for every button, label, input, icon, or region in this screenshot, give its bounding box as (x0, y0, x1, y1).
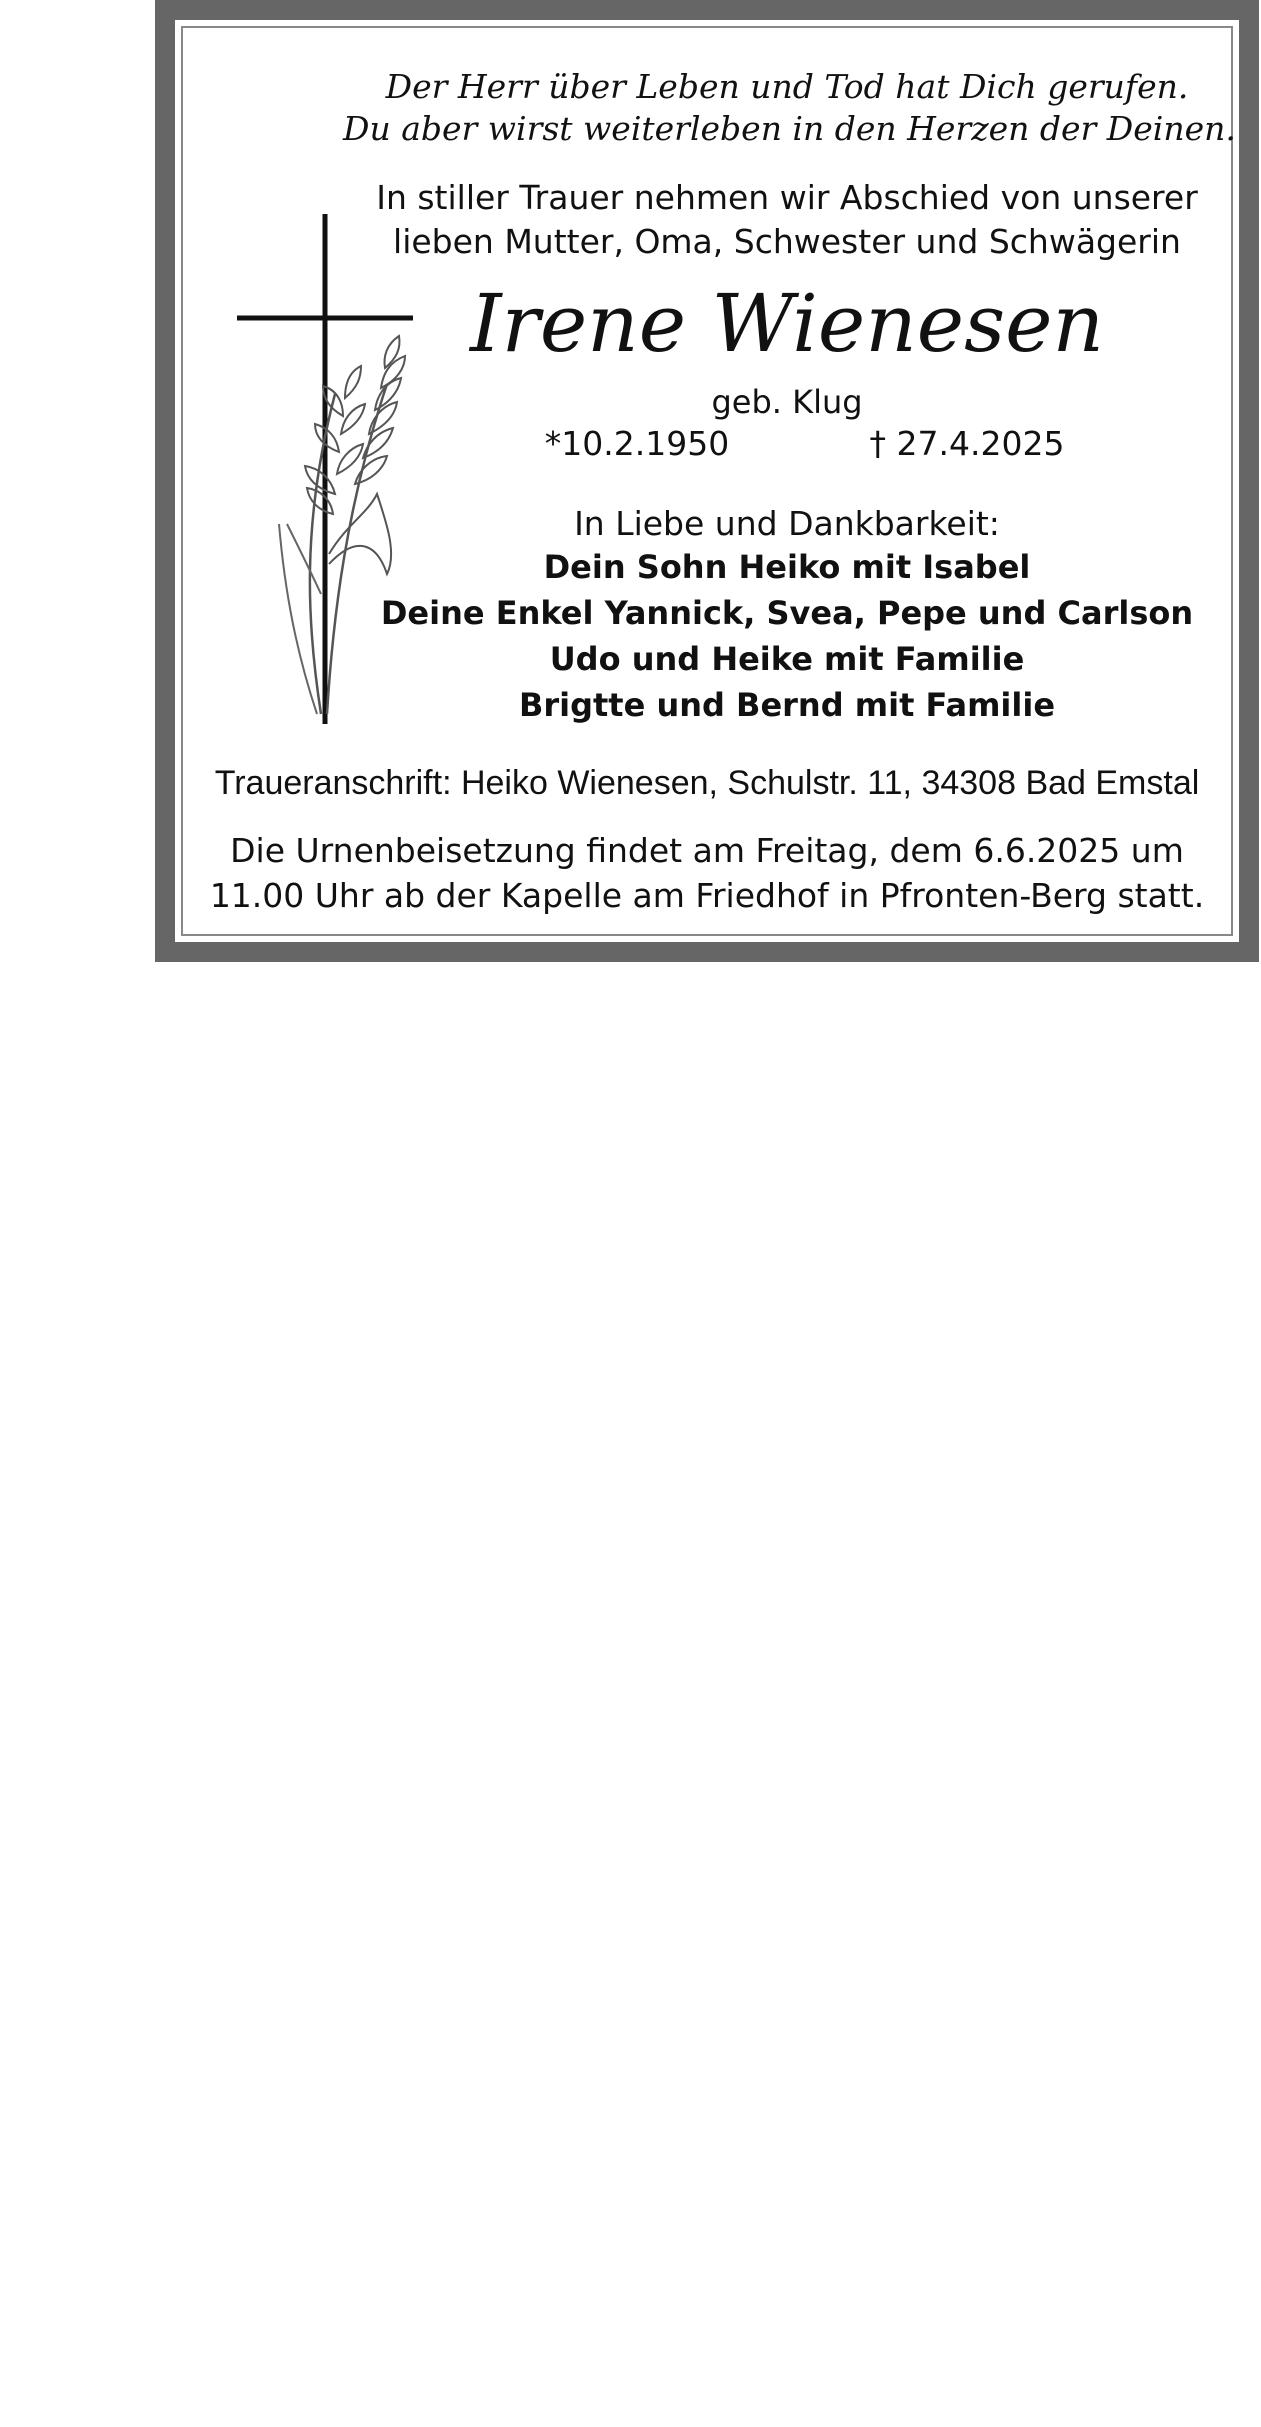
intro-line-1: In stiller Trauer nehmen wir Abschied von unserer (376, 178, 1198, 217)
mourning-address: Traueranschrift: Heiko Wienesen, Schulstr. 11, 34308 Bad Emstal (214, 764, 1200, 802)
mourner-line-3: Udo und Heike mit Familie (549, 640, 1025, 678)
mourner-line-4: Brigtte und Bernd mit Familie (518, 686, 1056, 724)
obituary-notice (155, 0, 1259, 962)
burial-line-1: Die Urnenbeisetzung findet am Freitag, dem 6.6.2025 um (230, 831, 1184, 870)
maiden-name: geb. Klug (711, 383, 863, 421)
mourner-line-1: Dein Sohn Heiko mit Isabel (543, 548, 1031, 586)
inner-border (181, 26, 1236, 936)
gratitude-line: In Liebe und Dankbarkeit: (574, 504, 1000, 543)
mourner-line-2: Deine Enkel Yannick, Svea, Pepe und Carlson (380, 594, 1194, 632)
burial-line-2: 11.00 Uhr ab der Kapelle am Friedhof in Pfronten-Berg statt. (209, 876, 1205, 915)
motto-line-2: Du aber wirst weiterleben in den Herzen der Deinen. (343, 109, 1236, 148)
motto-line-1: Der Herr über Leben und Tod hat Dich gerufen. (385, 67, 1189, 106)
dates-row (343, 424, 1231, 464)
death-date: † 27.4.2025 (869, 424, 1065, 463)
intro-line-2: lieben Mutter, Oma, Schwester und Schwägerin (393, 222, 1181, 261)
deceased-name: Irene Wienesen (469, 277, 1105, 370)
birth-date: *10.2.1950 (544, 424, 730, 463)
